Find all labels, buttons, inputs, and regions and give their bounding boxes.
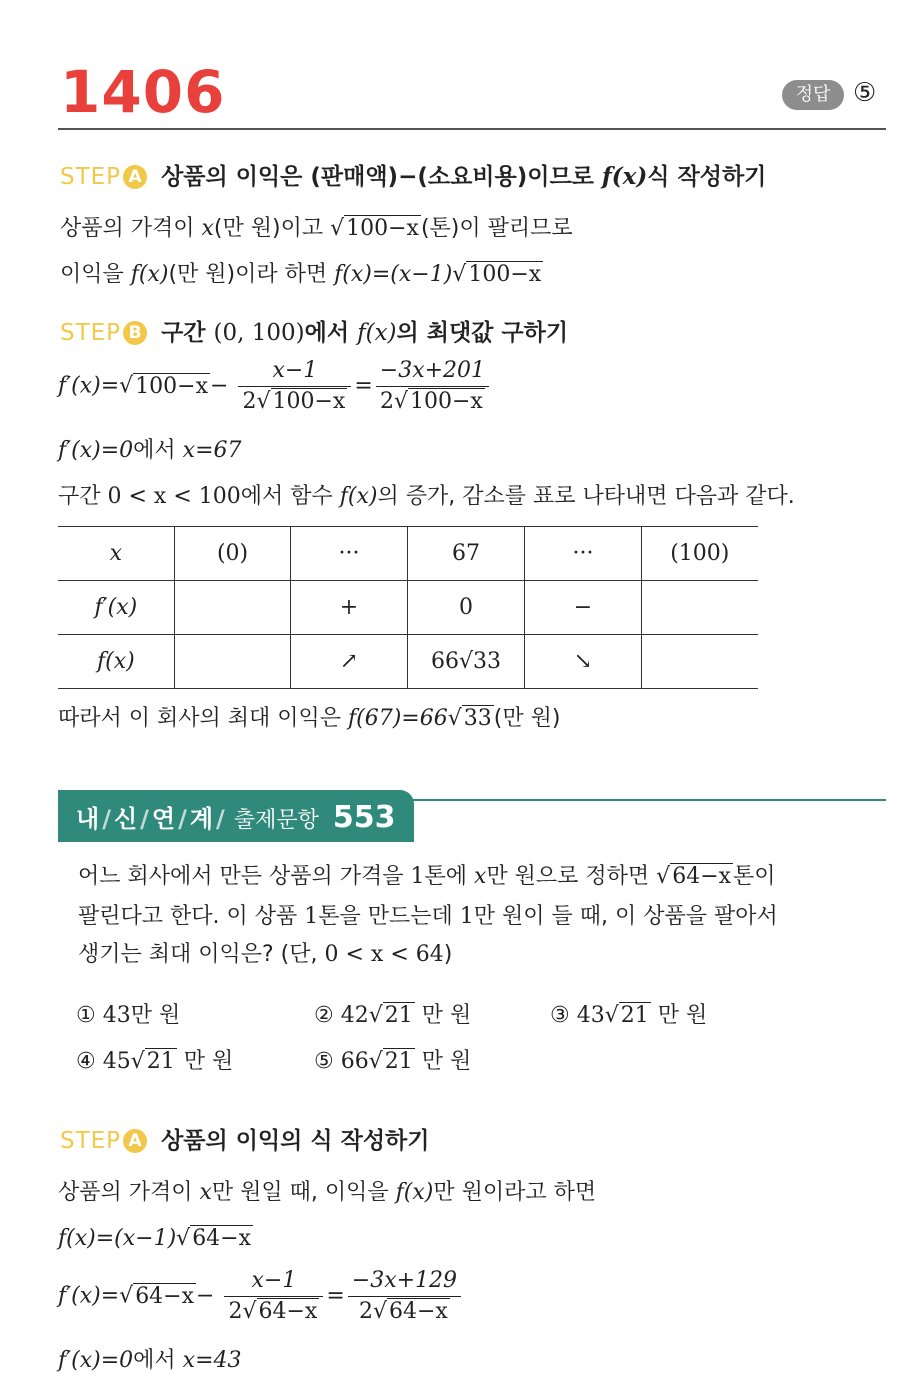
table-cell: − [525,581,641,635]
table-cell [174,581,291,635]
problem-number: 1406 [60,58,226,126]
sqrt-expression: 100−x [468,262,542,287]
conclusion-line: 따라서 이 회사의 최대 이익은 f(67)=66√33(만 원) [58,706,561,731]
step-a-heading [60,160,766,196]
answer-badge [782,80,844,110]
step-a2-line-2: f(x)=(x−1)√64−x [58,1226,252,1251]
table-cell: ··· [291,527,407,581]
fraction: $\frac{x-1}{2√64-x}$ [224,1266,323,1327]
header-divider [58,128,886,130]
interval-line: 구간 0 < x < 100에서 함수 f(x)의 증가, 감소를 표로 나타내면 다음과 같다. [58,484,795,509]
table-row [58,635,758,689]
derivative-line-2: f′(x)=√64−x− $\frac{x-1}{2√64-x}$ = $\frac{-3x+129}{2√64-x}$ [58,1266,464,1327]
table-cell: (100) [641,527,758,581]
answer-value: ⑤ [853,78,877,108]
source-banner: 내 / 신 / 연 / 계 / 출제문항 553 [58,790,414,842]
table-cell: 66√33 [407,635,525,689]
table-cell: f′(x) [58,581,174,635]
table-cell: + [291,581,407,635]
step-b-heading [60,316,568,352]
increasing-arrow-icon: ↗ [291,635,407,689]
banner-char: 연 [151,805,176,833]
choice-3[interactable]: ③ 43√21 만 원 [550,1003,708,1028]
banner-number: 553 [332,800,396,835]
step-a-line-2: 이익을 f(x)(만 원)이라 하면 f(x)=(x−1)√100−x [60,262,542,287]
problem-line-3: 생기는 최대 이익은? (단, 0 < x < 64) [78,942,453,967]
table-cell: 0 [407,581,525,635]
choice-2[interactable]: ② 42√21 만 원 [314,1003,472,1028]
variation-table [58,526,758,689]
table-row [58,581,758,635]
table-cell: x [58,527,174,581]
answer-badge-label: 정답 [795,84,831,105]
step-letter-a-icon: A [123,165,147,189]
banner-label: 출제문항 [233,808,319,833]
zero-line-2: f′(x)=0에서 x=43 [58,1348,242,1373]
banner-rule [410,799,886,801]
step-a-title: 상품의 이익은 (판매액)−(소요비용)이므로 f(x)식 작성하기 [161,163,767,190]
step-b-title: 구간 (0, 100)에서 f(x)의 최댓값 구하기 [161,320,569,346]
table-cell: ··· [525,527,641,581]
problem-line-1: 어느 회사에서 만든 상품의 가격을 1톤에 x만 원으로 정하면 √64−x톤이 [78,864,776,889]
table-cell: 67 [407,527,525,581]
banner-char: 계 [189,805,214,833]
step-letter-a-icon: A [123,1129,147,1153]
fraction: $\frac{-3x+201}{2√100-x}$ [376,356,489,417]
step-a-line-1: 상품의 가격이 x(만 원)이고 √100−x(톤)이 팔리므로 [60,216,573,241]
table-cell [641,581,758,635]
problem-line-2: 팔린다고 한다. 이 상품 1톤을 만드는데 1만 원이 들 때, 이 상품을 팔아서 [78,904,778,929]
table-cell [174,635,291,689]
fraction: $\frac{-3x+129}{2√64-x}$ [348,1266,461,1327]
step-label: STEP [60,320,122,346]
choice-4[interactable]: ④ 45√21 만 원 [76,1049,234,1074]
fraction: $\frac{x-1}{2√100-x}$ [238,356,351,417]
step-a2-line-1: 상품의 가격이 x만 원일 때, 이익을 f(x)만 원이라고 하면 [58,1180,597,1205]
sqrt-expression: 100−x [346,216,419,241]
step-label: STEP [60,164,122,190]
table-cell: (0) [174,527,291,581]
zero-line: f′(x)=0에서 x=67 [58,438,242,463]
step-label: STEP [60,1128,122,1154]
table-cell: f(x) [58,635,174,689]
table-row [58,527,758,581]
choice-5[interactable]: ⑤ 66√21 만 원 [314,1049,472,1074]
decreasing-arrow-icon: ↘ [525,635,641,689]
derivative-line: f′(x)=√100−x− $\frac{x-1}{2√100-x}$ = $\frac{-3x+201}{2√100-x}$ [58,356,492,417]
choice-1[interactable]: ① 43만 원 [76,1003,181,1028]
banner-char: 신 [113,805,138,833]
banner-char: 내 [76,805,100,833]
step-a2-heading [60,1124,429,1160]
step-a2-title: 상품의 이익의 식 작성하기 [161,1128,430,1154]
step-letter-b-icon: B [123,321,147,345]
table-cell [641,635,758,689]
